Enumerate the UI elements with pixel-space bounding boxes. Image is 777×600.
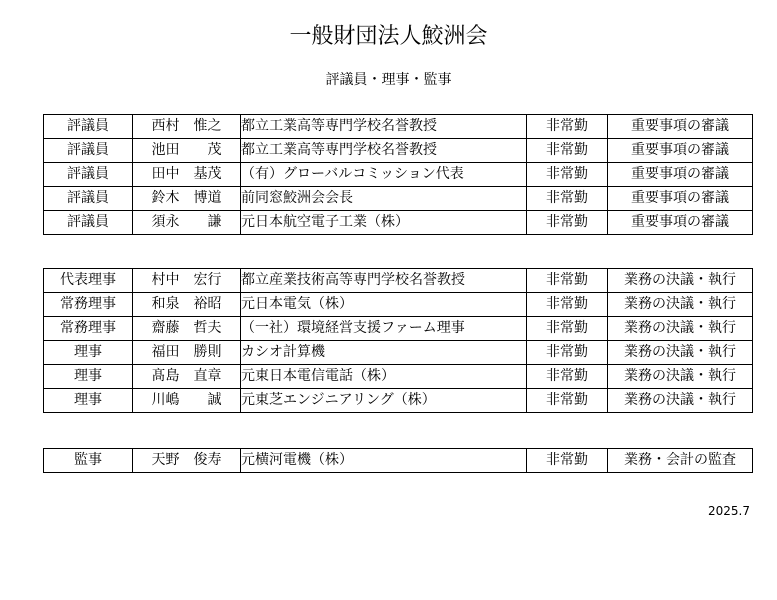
duty-cell: 重要事項の審議 [608, 187, 753, 211]
duty-cell: 業務の決議・執行 [608, 341, 753, 365]
duty-cell: 業務の決議・執行 [608, 365, 753, 389]
name-cell: 和泉 裕昭 [133, 293, 241, 317]
table-row [44, 163, 753, 187]
status-cell: 非常勤 [527, 449, 608, 473]
table-row [44, 211, 753, 235]
status-cell: 非常勤 [527, 211, 608, 235]
table-row [44, 389, 753, 413]
document-title: 一般財団法人鮫洲会 [289, 24, 488, 49]
affiliation-cell: （一社）環境経営支援ファーム理事 [241, 317, 527, 341]
affiliation-cell: 前同窓鮫洲会会長 [241, 187, 527, 211]
status-cell: 非常勤 [527, 389, 608, 413]
role-cell: 常務理事 [44, 293, 133, 317]
role-cell: 理事 [44, 341, 133, 365]
name-cell: 西村 惟之 [133, 115, 241, 139]
role-cell: 常務理事 [44, 317, 133, 341]
name-cell: 髙島 直章 [133, 365, 241, 389]
role-cell: 監事 [44, 449, 133, 473]
document-date: 2025.7 [708, 504, 750, 518]
role-cell: 代表理事 [44, 269, 133, 293]
duty-cell: 業務の決議・執行 [608, 293, 753, 317]
status-cell: 非常勤 [527, 163, 608, 187]
duty-cell: 業務の決議・執行 [608, 389, 753, 413]
duty-cell: 重要事項の審議 [608, 139, 753, 163]
duty-cell: 業務・会計の監査 [608, 449, 753, 473]
affiliation-cell: 都立産業技術高等専門学校名誉教授 [241, 269, 527, 293]
affiliation-cell: 元横河電機（株） [241, 449, 527, 473]
role-cell: 評議員 [44, 163, 133, 187]
name-cell: 田中 基茂 [133, 163, 241, 187]
affiliation-cell: 都立工業高等専門学校名誉教授 [241, 139, 527, 163]
duty-cell: 重要事項の審議 [608, 163, 753, 187]
duty-cell: 重要事項の審議 [608, 115, 753, 139]
role-cell: 理事 [44, 365, 133, 389]
duty-cell: 業務の決議・執行 [608, 317, 753, 341]
councillors-table [43, 114, 753, 235]
duty-cell: 重要事項の審議 [608, 211, 753, 235]
name-cell: 須永 謙 [133, 211, 241, 235]
role-cell: 評議員 [44, 211, 133, 235]
table-row [44, 365, 753, 389]
affiliation-cell: 元東芝エンジニアリング（株） [241, 389, 527, 413]
name-cell: 福田 勝則 [133, 341, 241, 365]
status-cell: 非常勤 [527, 115, 608, 139]
table-row [44, 139, 753, 163]
role-cell: 評議員 [44, 187, 133, 211]
status-cell: 非常勤 [527, 365, 608, 389]
status-cell: 非常勤 [527, 139, 608, 163]
name-cell: 村中 宏行 [133, 269, 241, 293]
table-row [44, 187, 753, 211]
name-cell: 川嶋 誠 [133, 389, 241, 413]
table-row [44, 317, 753, 341]
table-row [44, 115, 753, 139]
name-cell: 天野 俊寿 [133, 449, 241, 473]
table-row [44, 293, 753, 317]
table-row [44, 449, 753, 473]
name-cell: 池田 茂 [133, 139, 241, 163]
affiliation-cell: 元東日本電信電話（株） [241, 365, 527, 389]
affiliation-cell: （有）グローバルコミッション代表 [241, 163, 527, 187]
affiliation-cell: 元日本航空電子工業（株） [241, 211, 527, 235]
role-cell: 評議員 [44, 139, 133, 163]
name-cell: 齋藤 哲夫 [133, 317, 241, 341]
role-cell: 評議員 [44, 115, 133, 139]
role-cell: 理事 [44, 389, 133, 413]
status-cell: 非常勤 [527, 269, 608, 293]
directors-table [43, 268, 753, 413]
table-row [44, 269, 753, 293]
name-cell: 鈴木 博道 [133, 187, 241, 211]
document-subtitle: 評議員・理事・監事 [325, 72, 452, 88]
table-row [44, 341, 753, 365]
duty-cell: 業務の決議・執行 [608, 269, 753, 293]
status-cell: 非常勤 [527, 341, 608, 365]
affiliation-cell: カシオ計算機 [241, 341, 527, 365]
status-cell: 非常勤 [527, 317, 608, 341]
affiliation-cell: 都立工業高等専門学校名誉教授 [241, 115, 527, 139]
auditors-table [43, 448, 753, 473]
affiliation-cell: 元日本電気（株） [241, 293, 527, 317]
status-cell: 非常勤 [527, 187, 608, 211]
status-cell: 非常勤 [527, 293, 608, 317]
